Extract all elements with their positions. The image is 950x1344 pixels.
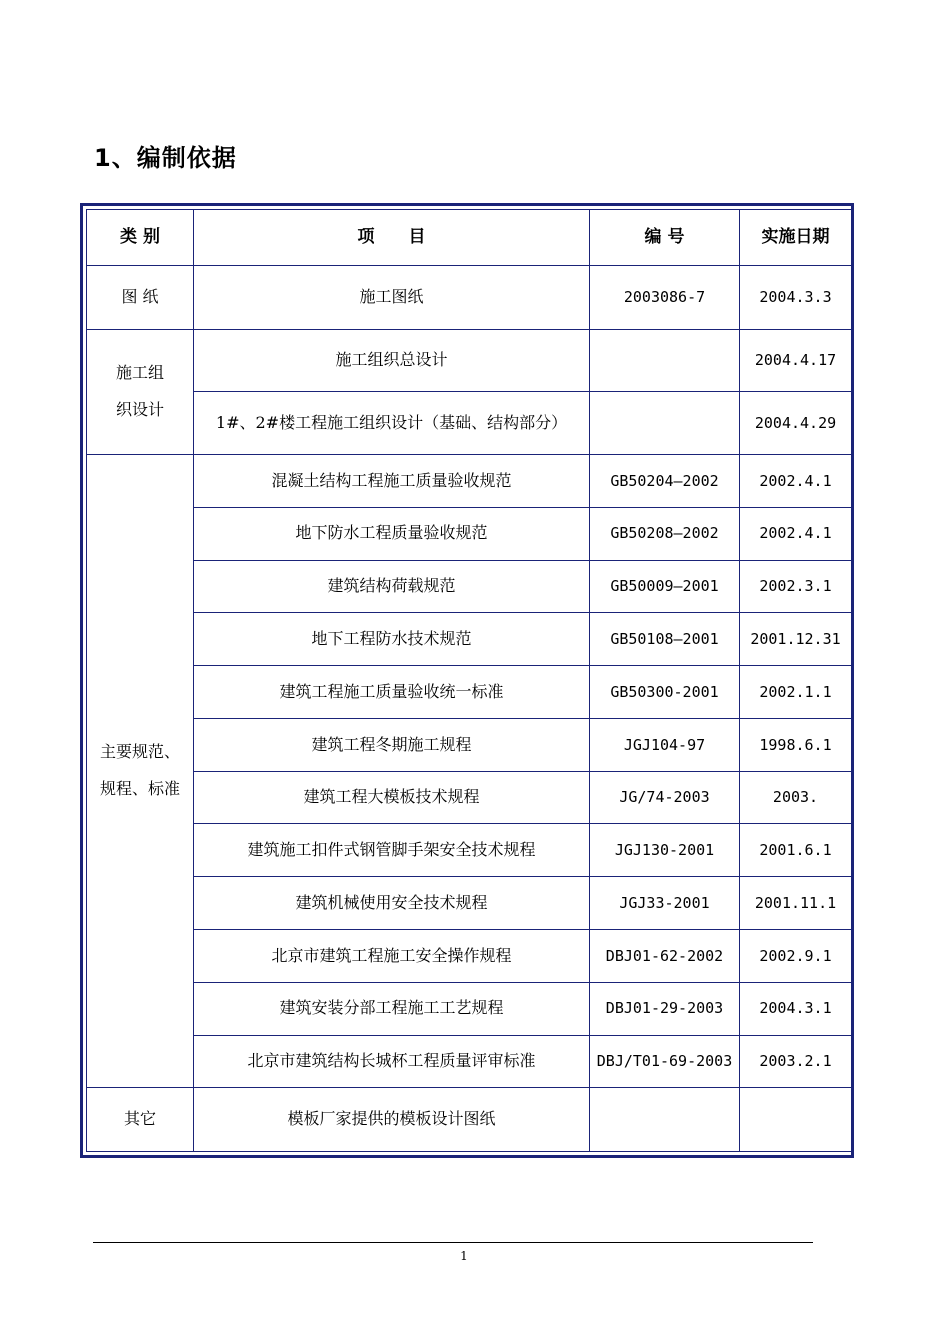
item-cell: 建筑施工扣件式钢管脚手架安全技术规程: [194, 824, 590, 877]
page-number: 1: [460, 1249, 468, 1263]
item-cell: 建筑工程冬期施工规程: [194, 718, 590, 771]
date-cell: 2003.2.1: [740, 1035, 852, 1088]
table-row: [87, 771, 852, 824]
table-row: [87, 1035, 852, 1088]
category-cell: 施工组 织设计: [87, 329, 194, 454]
section-heading: 1、编制依据: [94, 144, 237, 172]
date-cell: 1998.6.1: [740, 718, 852, 771]
date-cell: 2002.4.1: [740, 454, 852, 507]
date-cell: 2001.11.1: [740, 877, 852, 930]
item-cell: 施工组织总设计: [194, 329, 590, 392]
item-cell: 模板厂家提供的模板设计图纸: [194, 1088, 590, 1152]
item-cell: 北京市建筑工程施工安全操作规程: [194, 930, 590, 983]
date-cell: 2004.3.1: [740, 982, 852, 1035]
code-cell: JGJ130-2001: [590, 824, 740, 877]
table-header-row: [87, 210, 852, 266]
header-category: 类 别: [87, 210, 194, 266]
item-cell: 建筑工程大模板技术规程: [194, 771, 590, 824]
code-cell: DBJ/T01-69-2003: [590, 1035, 740, 1088]
table-row: [87, 824, 852, 877]
item-cell: 1#、2#楼工程施工组织设计（基础、结构部分）: [194, 392, 590, 455]
table-row: [87, 666, 852, 719]
table-row: [87, 329, 852, 392]
date-cell: 2002.3.1: [740, 560, 852, 613]
date-cell: 2004.4.29: [740, 392, 852, 455]
basis-table-frame: [80, 203, 854, 1158]
code-cell: 2003086-7: [590, 265, 740, 329]
footer-divider: [93, 1242, 813, 1243]
code-cell: [590, 329, 740, 392]
date-cell: 2002.1.1: [740, 666, 852, 719]
date-cell: 2002.9.1: [740, 930, 852, 983]
item-cell: 地下防水工程质量验收规范: [194, 507, 590, 560]
code-cell: GB50108—2001: [590, 613, 740, 666]
date-cell: 2002.4.1: [740, 507, 852, 560]
header-code: 编 号: [590, 210, 740, 266]
table-row: [87, 930, 852, 983]
code-cell: JGJ104-97: [590, 718, 740, 771]
table-row: [87, 392, 852, 455]
item-cell: 北京市建筑结构长城杯工程质量评审标准: [194, 1035, 590, 1088]
code-cell: GB50009—2001: [590, 560, 740, 613]
date-cell: 2001.6.1: [740, 824, 852, 877]
table-row: [87, 877, 852, 930]
date-cell: 2001.12.31: [740, 613, 852, 666]
code-cell: [590, 1088, 740, 1152]
table-row: [87, 560, 852, 613]
code-cell: GB50204—2002: [590, 454, 740, 507]
date-cell: 2004.4.17: [740, 329, 852, 392]
item-cell: 混凝土结构工程施工质量验收规范: [194, 454, 590, 507]
code-cell: DBJ01-62-2002: [590, 930, 740, 983]
item-cell: 施工图纸: [194, 265, 590, 329]
code-cell: JGJ33-2001: [590, 877, 740, 930]
date-cell: 2003.: [740, 771, 852, 824]
table-row: [87, 1088, 852, 1152]
header-item: 项 目: [194, 210, 590, 266]
code-cell: GB50300-2001: [590, 666, 740, 719]
date-cell: 2004.3.3: [740, 265, 852, 329]
table-row: [87, 454, 852, 507]
item-cell: 建筑机械使用安全技术规程: [194, 877, 590, 930]
table-row: [87, 613, 852, 666]
table-row: [87, 718, 852, 771]
category-cell: 其它: [87, 1088, 194, 1152]
date-cell: [740, 1088, 852, 1152]
basis-table: [86, 209, 852, 1152]
item-cell: 地下工程防水技术规范: [194, 613, 590, 666]
item-cell: 建筑安装分部工程施工工艺规程: [194, 982, 590, 1035]
category-cell: 图 纸: [87, 265, 194, 329]
code-cell: GB50208—2002: [590, 507, 740, 560]
category-cell: 主要规范、 规程、标准: [87, 454, 194, 1087]
item-cell: 建筑结构荷载规范: [194, 560, 590, 613]
table-row: [87, 507, 852, 560]
code-cell: [590, 392, 740, 455]
item-cell: 建筑工程施工质量验收统一标准: [194, 666, 590, 719]
table-row: [87, 265, 852, 329]
header-date: 实施日期: [740, 210, 852, 266]
code-cell: DBJ01-29-2003: [590, 982, 740, 1035]
code-cell: JG/74-2003: [590, 771, 740, 824]
table-row: [87, 982, 852, 1035]
